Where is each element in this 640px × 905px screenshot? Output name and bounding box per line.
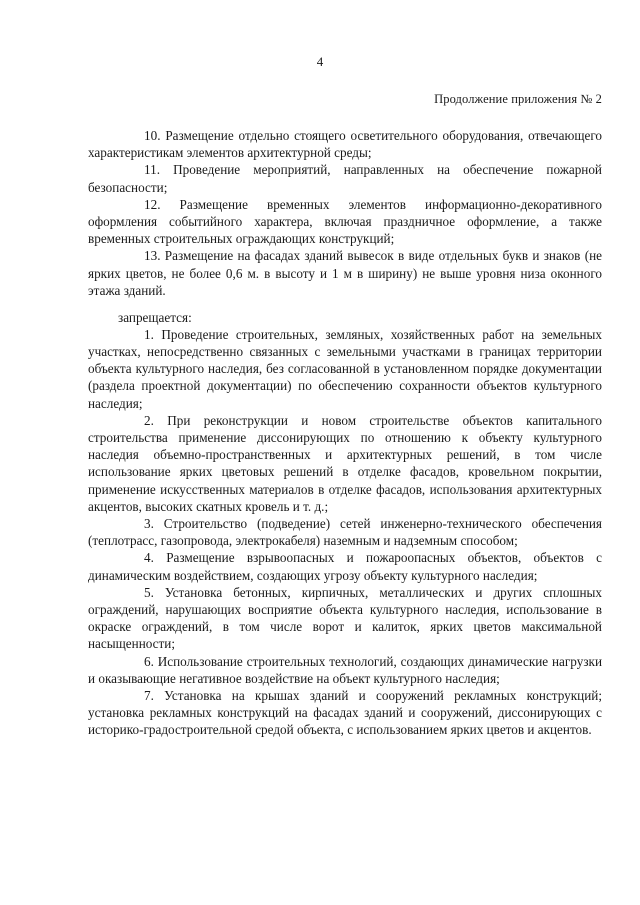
prohibited-item-5: 5. Установка бетонных, кирпичных, металлических и других сплошных ограждений, нарушающих восприятие объекта культурного наследия, использование в окраске ограждений, в том числе ворот и калиток, ярких цветов максимальной насыщенности; <box>88 584 602 652</box>
paragraph-item-11: 11. Проведение мероприятий, направленных на обеспечение пожарной безопасности; <box>88 162 602 195</box>
page-number: 4 <box>316 54 324 69</box>
prohibited-item-4: 4. Размещение взрывоопасных и пожароопасных объектов, объектов с динамическим воздействием, создающих угрозу объекту культурного наследия; <box>88 550 602 583</box>
prohibited-item-3: 3. Строительство (подведение) сетей инженерно-технического обеспечения (теплотрасс, газопровода, электрокабеля) наземным и надземным способом; <box>88 515 602 549</box>
appendix-continuation-note: Продолжение приложения № 2 <box>434 92 602 106</box>
prohibited-item-7: 7. Установка на крышах зданий и сооружений рекламных конструкций; установка рекламных конструкций на фасадах зданий и сооружений, диссонирующих с историко-градостроительной средой объекта, с использованием ярких цветов и акцентов. <box>88 688 602 738</box>
prohibited-item-6: 6. Использование строительных технологий, создающих динамические нагрузки и оказывающие негативное воздействие на объект культурного наследия; <box>88 653 602 686</box>
paragraph-item-13: 13. Размещение на фасадах зданий вывесок в виде отдельных букв и знаков (не ярких цветов, не более 0,6 м. в высоту и 1 м в ширину) не выше уровня низа оконного этажа зданий. <box>88 248 602 298</box>
prohibited-item-1: 1. Проведение строительных, земляных, хозяйственных работ на земельных участках, непосредственно связанных с земельными участками в границах территории объекта культурного наследия, без согласованной в установленном порядке документации (раздела проектной документации) по обеспечению сохранности объектов культурного наследия; <box>88 326 602 411</box>
paragraph-item-10: 10. Размещение отдельно стоящего осветительного оборудования, отвечающего характеристикам элементов архитектурной среды; <box>88 128 602 161</box>
paragraph-item-12: 12. Размещение временных элементов информационно-декоративного оформления событийного характера, включая праздничное оформление, а также временных строительных ограждающих конструкций; <box>88 196 602 247</box>
document-body <box>88 127 602 739</box>
prohibited-item-2: 2. При реконструкции и новом строительстве объектов капитального строительства применение диссонирующих по отношению к объекту культурного наследия объемно-пространственных и архитектурных решений, в том числе использование ярких цветовых решений в отделке фасадов, кровельном покрытии, применение искусственных материалов в отделке фасадов, использования архитектурных акцентов, высоких скатных кровель и т. д.; <box>88 412 602 514</box>
prohibited-section-label: запрещается: <box>118 309 192 325</box>
